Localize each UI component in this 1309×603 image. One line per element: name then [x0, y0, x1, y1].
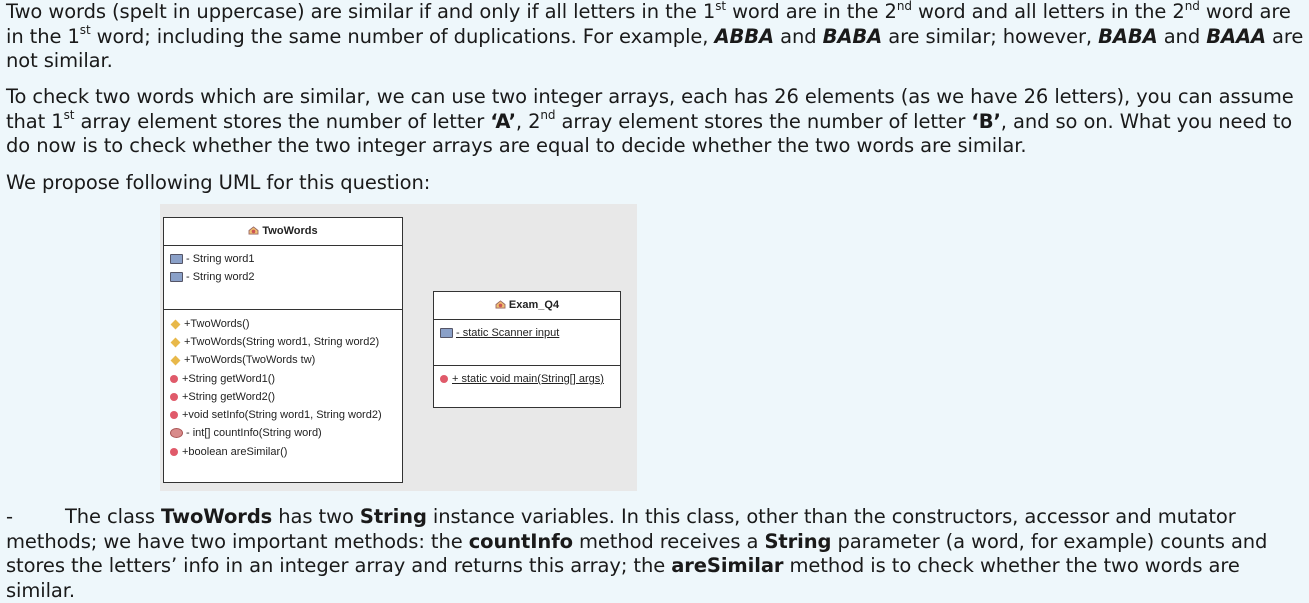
text: and: [1157, 24, 1207, 48]
class-header: [434, 292, 620, 320]
field-text: - String word2: [186, 271, 255, 283]
class-name: TwoWords: [262, 225, 318, 237]
text: , 2: [515, 109, 541, 133]
bullet-dash: -: [6, 505, 13, 528]
bold-term: String: [359, 505, 427, 528]
text: To check two words which are similar, we can use two integer arrays, each has 26 elements (as we have 26 letters), you can assume that 1: [6, 85, 1294, 133]
method-text: +void setInfo(String word1, String word2): [182, 409, 382, 421]
letter: ‘B’: [971, 109, 1001, 133]
method-row: [170, 391, 275, 403]
example-word: BABA: [822, 24, 883, 48]
text: word are in the 2: [725, 0, 897, 23]
method-icon: [170, 448, 178, 456]
method-row: [170, 373, 275, 385]
method-icon: [440, 375, 448, 383]
text: parameter (a word, for example) counts and stores the letters’ info in an integer array and returns this array; the: [6, 529, 1268, 577]
text: and: [774, 24, 823, 48]
bold-term: TwoWords: [161, 505, 273, 528]
text: word; including the same number of duplications. For example,: [90, 24, 715, 48]
superscript: st: [715, 0, 726, 13]
field-row: [440, 327, 559, 339]
text: word and all letters in the 2: [911, 0, 1185, 23]
method-text: +TwoWords(TwoWords tw): [184, 354, 316, 366]
method-row: [170, 409, 382, 421]
example-word: BABA: [1098, 24, 1158, 48]
method-row: [170, 318, 250, 330]
superscript: nd: [540, 108, 556, 122]
superscript: nd: [1184, 0, 1200, 13]
class-icon: [495, 300, 506, 309]
fields-section: [434, 320, 620, 366]
superscript: st: [63, 108, 75, 122]
text: , and so on. What you need to do now is to check whether the two integer arrays are equal to decide whether the two words are similar.: [6, 109, 1293, 157]
private-method-icon: [170, 428, 183, 438]
example-word: BAAA: [1206, 24, 1266, 48]
field-icon: [440, 328, 453, 338]
text: Two words (spelt in uppercase) are similar if and only if all letters in the 1: [6, 0, 716, 23]
example-word: ABBA: [714, 24, 775, 48]
paragraph-uml-intro: We propose following UML for this question:: [6, 171, 431, 194]
field-icon: [170, 272, 183, 282]
text: The class: [64, 505, 162, 528]
bold-term: areSimilar: [671, 554, 784, 577]
letter: ‘A’: [490, 109, 516, 133]
method-row: [170, 354, 315, 366]
paragraph-definition: [6, 0, 1306, 74]
method-row: [170, 336, 379, 348]
method-text: +String getWord2(): [182, 391, 276, 403]
text: instance variables. In this class, other than the constructors, accessor and mutator methods; we have two important methods: the: [6, 505, 1236, 553]
class-box-twowords: [163, 217, 403, 483]
bold-term: countInfo: [468, 529, 573, 553]
field-row: [170, 271, 254, 283]
class-icon: [248, 226, 259, 235]
method-text: +boolean areSimilar(): [182, 446, 288, 458]
superscript: st: [79, 23, 91, 37]
method-icon: [170, 393, 178, 401]
constructor-icon: [171, 337, 181, 347]
method-icon: [170, 375, 178, 383]
field-text: - static Scanner input: [456, 327, 560, 339]
method-row: [440, 373, 604, 385]
field-icon: [170, 254, 183, 264]
method-text: +TwoWords(String word1, String word2): [184, 336, 380, 348]
paragraph-approach: [6, 85, 1308, 159]
method-row: [170, 427, 322, 439]
constructor-icon: [171, 319, 181, 329]
text: are similar; however,: [882, 24, 1099, 48]
text: are not similar.: [6, 24, 1304, 72]
methods-section: [434, 366, 620, 408]
text: method receives a: [572, 529, 765, 553]
paragraph-class-description: [6, 505, 1308, 603]
text: has two: [272, 505, 360, 528]
field-row: [170, 253, 254, 265]
methods-section: [164, 310, 402, 480]
class-box-exam-q4: [433, 291, 621, 408]
fields-section: [164, 246, 402, 310]
method-icon: [170, 411, 178, 419]
field-text: - String word1: [186, 253, 255, 265]
method-text: +TwoWords(): [184, 318, 250, 330]
method-text: + static void main(String[] args): [452, 373, 604, 385]
method-text: - int[] countInfo(String word): [186, 427, 322, 439]
class-name: Exam_Q4: [508, 299, 560, 311]
text: method is to check whether the two words are similar.: [6, 554, 1240, 602]
text: array element stores the number of letter: [555, 109, 972, 133]
constructor-icon: [171, 355, 181, 365]
text: array element stores the number of letter: [74, 109, 491, 133]
method-row: [170, 446, 287, 458]
method-text: +String getWord1(): [182, 373, 276, 385]
class-header: [164, 218, 402, 246]
text: word are in the 1: [6, 0, 1291, 48]
superscript: nd: [896, 0, 912, 13]
bold-term: String: [764, 529, 832, 553]
uml-diagram: [160, 204, 637, 491]
